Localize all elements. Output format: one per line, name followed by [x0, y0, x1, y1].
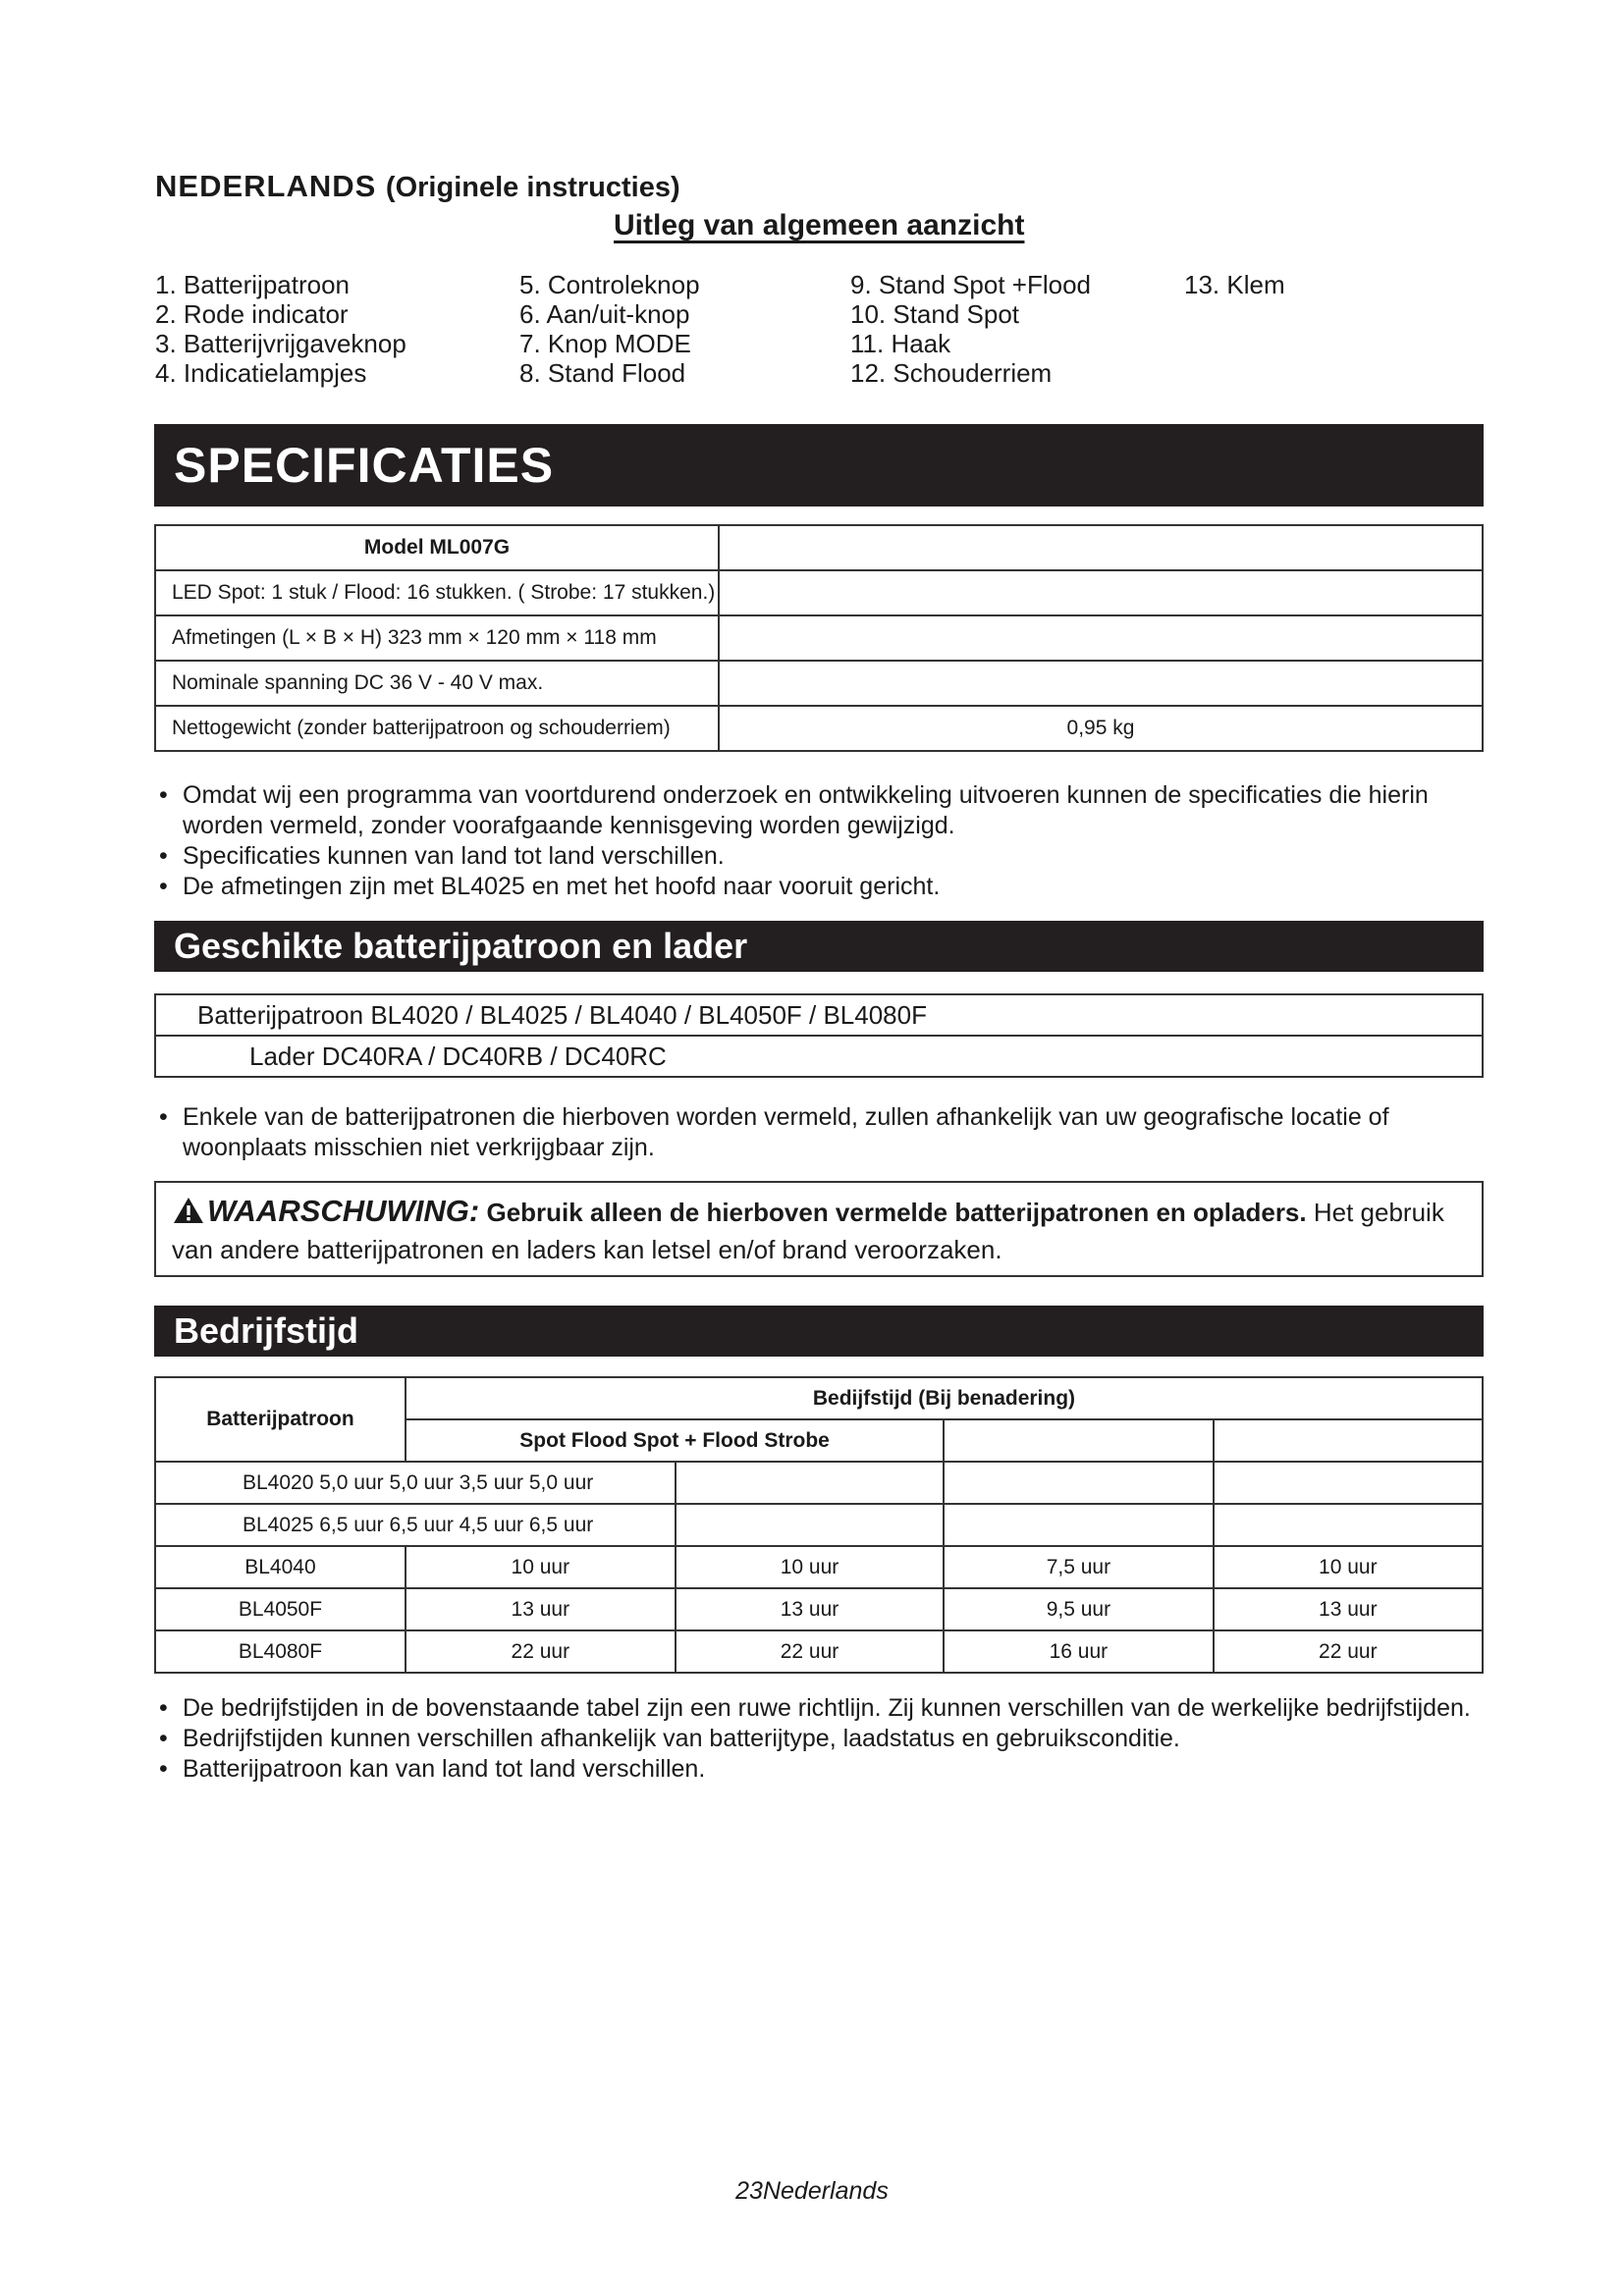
runtime-strobe: 13 uur	[1214, 1588, 1483, 1630]
runtime-flood: 13 uur	[676, 1588, 944, 1630]
table-row	[155, 661, 1483, 706]
empty-cell	[944, 1462, 1213, 1504]
battery-heading-bar	[154, 921, 1484, 972]
header-modes: Spot Flood Spot + Flood Strobe	[406, 1419, 944, 1462]
table-row	[155, 1546, 1483, 1588]
spec-value	[719, 615, 1483, 661]
runtime-notes	[157, 1693, 1488, 1785]
empty-cell	[676, 1504, 944, 1546]
charger-cell: Lader DC40RA / DC40RB / DC40RC	[155, 1036, 1483, 1077]
spec-value	[719, 525, 1483, 570]
part-item: 5. Controleknop	[519, 270, 700, 299]
empty-cell	[1214, 1462, 1483, 1504]
runtime-spot: 13 uur	[406, 1588, 676, 1630]
note-item: • De bedrijfstijden in de bovenstaande tabel zijn een ruwe richtlijn. Zij kunnen verschillen van de werkelijke bedrijfstijden.	[157, 1693, 1488, 1724]
merged-row: BL4020 5,0 uur 5,0 uur 3,5 uur 5,0 uur	[155, 1462, 676, 1504]
part-item: 6. Aan/uit-knop	[519, 299, 690, 329]
part-item: 10. Stand Spot	[850, 299, 1020, 329]
note-item: • Batterijpatroon kan van land tot land verschillen.	[157, 1754, 1488, 1785]
spec-label: Nettogewicht (zonder batterijpatroon og schouderriem)	[155, 706, 719, 751]
runtime-spot-flood: 16 uur	[944, 1630, 1213, 1673]
table-row	[155, 615, 1483, 661]
language-heading	[155, 169, 680, 204]
parts-column-3	[850, 270, 1091, 388]
table-row	[155, 1036, 1483, 1077]
note-item: • Omdat wij een programma van voortdurend onderzoek en ontwikkeling uitvoeren kunnen de specificaties die hierin worden vermeld, zonder voorafgaande kennisgeving worden gewijzigd.	[157, 780, 1488, 841]
note-item: • Bedrijfstijden kunnen verschillen afhankelijk van batterijtype, laadstatus en gebruiksconditie.	[157, 1724, 1488, 1754]
part-item: 8. Stand Flood	[519, 358, 686, 388]
part-item: 4. Indicatielampjes	[155, 358, 367, 388]
spec-label: Afmetingen (L × B × H) 323 mm × 120 mm × 118 mm	[155, 615, 719, 661]
note-item: • De afmetingen zijn met BL4025 en met het hoofd naar vooruit gericht.	[157, 872, 1488, 902]
page-footer: 23Nederlands	[735, 2177, 889, 2205]
runtime-strobe: 10 uur	[1214, 1546, 1483, 1588]
table-row	[155, 1504, 1483, 1546]
warning-bold-text: Gebruik alleen de hierboven vermelde batterijpatronen en opladers.	[486, 1198, 1307, 1227]
part-item: 13. Klem	[1184, 270, 1285, 299]
specs-notes	[157, 780, 1488, 902]
empty-cell	[676, 1462, 944, 1504]
table-row	[155, 1630, 1483, 1673]
spec-label: LED Spot: 1 stuk / Flood: 16 stukken. ( Strobe: 17 stukken.)	[155, 570, 719, 615]
part-item: 11. Haak	[850, 329, 951, 358]
specs-heading: SPECIFICATIES	[174, 438, 555, 493]
table-row	[155, 1462, 1483, 1504]
runtime-spot: 10 uur	[406, 1546, 676, 1588]
warning-triangle-icon	[172, 1196, 205, 1233]
spec-value	[719, 661, 1483, 706]
warning-text: Het gebruik van andere batterijpatronen en laders kan letsel en/of brand veroorzaken.	[172, 1198, 1444, 1264]
section-title: Uitleg van algemeen aanzicht	[614, 209, 1025, 241]
battery-model: BL4050F	[155, 1588, 406, 1630]
runtime-table	[154, 1376, 1484, 1674]
spec-model: Model ML007G	[155, 525, 719, 570]
battery-table	[154, 993, 1484, 1078]
table-row	[155, 570, 1483, 615]
specs-table	[154, 524, 1484, 752]
runtime-flood: 10 uur	[676, 1546, 944, 1588]
battery-model: BL4080F	[155, 1630, 406, 1673]
part-item: 3. Batterijvrijgaveknop	[155, 329, 406, 358]
part-item: 9. Stand Spot +Flood	[850, 270, 1092, 299]
runtime-spot-flood: 7,5 uur	[944, 1546, 1213, 1588]
note-item: • Specificaties kunnen van land tot land verschillen.	[157, 841, 1488, 872]
parts-column-1	[155, 270, 406, 388]
runtime-flood: 22 uur	[676, 1630, 944, 1673]
runtime-spot-flood: 9,5 uur	[944, 1588, 1213, 1630]
warning-title: WAARSCHUWING:	[207, 1194, 480, 1228]
specs-heading-bar	[154, 424, 1484, 507]
battery-cell: Batterijpatroon BL4020 / BL4025 / BL4040 / BL4050F / BL4080F	[155, 994, 1483, 1036]
parts-column-2	[519, 270, 700, 388]
warning-box	[154, 1181, 1484, 1277]
part-item: 7. Knop MODE	[519, 329, 691, 358]
header-empty	[1214, 1419, 1483, 1462]
part-item: 2. Rode indicator	[155, 299, 349, 329]
table-row	[155, 525, 1483, 570]
part-item: 12. Schouderriem	[850, 358, 1053, 388]
table-row	[155, 1377, 1483, 1419]
part-item: 1. Batterijpatroon	[155, 270, 351, 299]
runtime-heading-bar	[154, 1306, 1484, 1357]
language-subtitle: (Originele instructies)	[385, 172, 680, 203]
parts-column-4	[1184, 270, 1285, 299]
runtime-strobe: 22 uur	[1214, 1630, 1483, 1673]
empty-cell	[944, 1504, 1213, 1546]
empty-cell	[1214, 1504, 1483, 1546]
header-empty	[944, 1419, 1213, 1462]
table-row	[155, 1588, 1483, 1630]
header-runtime: Bedijfstijd (Bij benadering)	[406, 1377, 1483, 1419]
spec-label: Nominale spanning DC 36 V - 40 V max.	[155, 661, 719, 706]
runtime-spot: 22 uur	[406, 1630, 676, 1673]
header-battery: Batterijpatroon	[155, 1377, 406, 1462]
spec-weight-value: 0,95 kg	[719, 706, 1483, 751]
battery-notes	[157, 1102, 1488, 1163]
battery-heading: Geschikte batterijpatroon en lader	[174, 926, 748, 966]
merged-row: BL4025 6,5 uur 6,5 uur 4,5 uur 6,5 uur	[155, 1504, 676, 1546]
table-row	[155, 994, 1483, 1036]
spec-value	[719, 570, 1483, 615]
table-row	[155, 706, 1483, 751]
battery-model: BL4040	[155, 1546, 406, 1588]
note-item: • Enkele van de batterijpatronen die hierboven worden vermeld, zullen afhankelijk van uw geografische locatie of woonplaats misschien niet verkrijgbaar zijn.	[157, 1102, 1488, 1163]
language-label: NEDERLANDS	[155, 169, 377, 203]
runtime-heading: Bedrijfstijd	[174, 1310, 359, 1351]
